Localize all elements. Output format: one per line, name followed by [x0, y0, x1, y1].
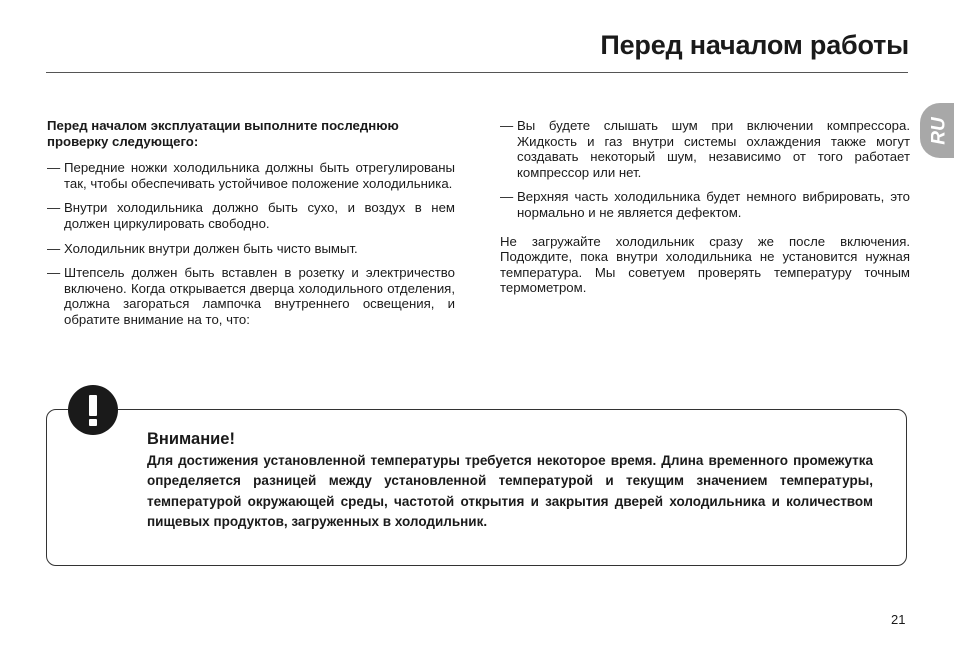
title-divider [46, 72, 908, 73]
dash-marker: — [47, 160, 61, 176]
dash-marker: — [500, 189, 514, 205]
list-item-text: Штепсель должен быть вставлен в розетку и электричество включено. Когда открывается дверца холодильного отделения, должна загораться лампочка внутреннего освещения, и обратите внимание на то, что: [64, 265, 455, 327]
list-item-text: Верхняя часть холодильника будет немного вибрировать, это нормально и не является дефектом. [517, 189, 910, 220]
page-number: 21 [891, 612, 906, 627]
list-item [47, 241, 455, 257]
dash-marker: — [47, 200, 61, 216]
warning-text: Для достижения установленной температуры требуется некоторое время. Длина временного промежутка определяется разницей между установленной температурой и текущим значением температуры, температурой окружающей среды, частотой открытия и закрытия дверей холодильника и количеством пищевых продуктов, загруженных в холодильник. [147, 453, 873, 530]
list-item-text: Внутри холодильника должно быть сухо, и воздух в нем должен циркулировать свободно. [64, 200, 455, 231]
exclamation-icon [68, 385, 118, 435]
list-item [47, 200, 455, 231]
exclamation-circle [68, 385, 118, 435]
list-item [47, 160, 455, 191]
dash-marker: — [500, 118, 514, 133]
list-item-text: Холодильник внутри должен быть чисто вымыт. [64, 240, 358, 256]
notes-list [500, 118, 910, 221]
right-column [500, 118, 910, 296]
list-item-text: Вы будете слышать шум при включении компрессора. Жидкость и газ внутри системы охлаждения также могут создавать некоторый шум, независимо от того работает компрессор или нет. [517, 118, 910, 180]
dash-marker: — [47, 265, 61, 281]
page-title: Перед началом работы [600, 30, 909, 60]
language-tab [920, 103, 954, 158]
left-column [47, 118, 455, 337]
list-item [500, 189, 910, 220]
list-item-text: Передние ножки холодильника должны быть отрегулированы так, чтобы обеспечивать устойчивое положение холодильника. [64, 160, 455, 191]
language-label: RU [928, 116, 950, 145]
list-item [47, 265, 455, 327]
checklist [47, 160, 455, 327]
loading-advice: Не загружайте холодильник сразу же после включения. Подождите, пока внутри холодильника не установится нужная температура. Мы советуем проверять температуру точным термометром. [500, 233, 910, 296]
warning-heading: Внимание! [147, 430, 235, 448]
list-item [500, 118, 910, 180]
dash-marker: — [47, 240, 61, 256]
intro-text: Перед началом эксплуатации выполните последнюю проверку следующего: [47, 118, 399, 149]
